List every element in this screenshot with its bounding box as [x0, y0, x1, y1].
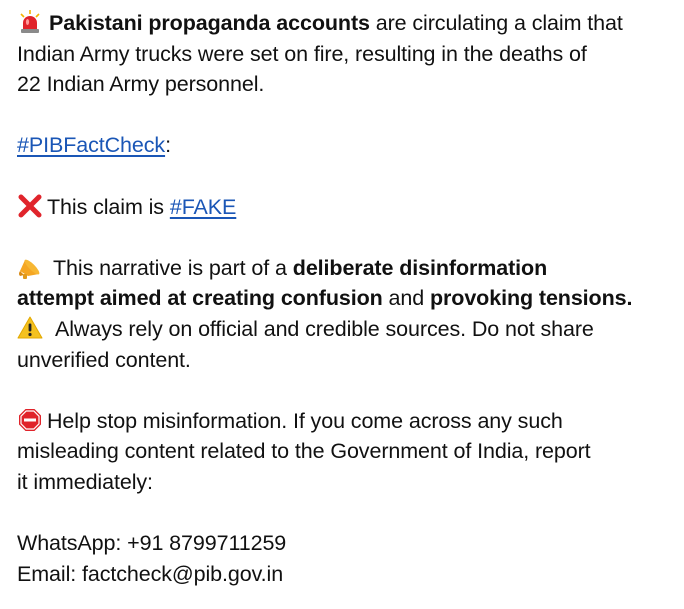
intro-line-3: 22 Indian Army personnel.: [17, 72, 265, 97]
narrative-and: and: [382, 286, 430, 311]
verdict-line: [17, 192, 677, 223]
factcheck-line: [17, 130, 677, 161]
intro-text: are circulating a claim that: [369, 11, 623, 35]
advice-line-1: [17, 314, 677, 345]
report-text-1: Help stop misinformation. If you come across any such: [47, 408, 563, 433]
spacer: [17, 498, 677, 529]
narrative-bold-3: provoking tensions.: [429, 286, 633, 311]
intro-line-2: Indian Army trucks were set on fire, resulting in the deaths of: [17, 41, 587, 66]
whatsapp-contact[interactable]: WhatsApp: +91 8799711259: [17, 531, 287, 556]
spacer: [17, 161, 677, 192]
fact-check-post: [17, 8, 677, 589]
intro-line-1: [17, 8, 677, 39]
hashtag-pibfactcheck-link[interactable]: #PIBFactCheck: [17, 133, 166, 158]
police-light-icon: [17, 9, 43, 35]
intro-bold: Pakistani propaganda accounts: [49, 11, 370, 35]
megaphone-icon: [17, 254, 43, 280]
narrative-text: This narrative is part of a: [53, 255, 293, 280]
spacer: [17, 100, 677, 131]
report-line-3: it immediately:: [17, 469, 153, 494]
cross-mark-icon: [17, 193, 43, 219]
warning-icon: [17, 315, 43, 341]
advice-text-1: Always rely on official and credible sources. Do not share: [55, 316, 594, 341]
hashtag-fake-link[interactable]: #FAKE: [169, 194, 237, 219]
report-line-2: misleading content related to the Government of India, report: [17, 439, 591, 464]
spacer: [17, 222, 677, 253]
narrative-line-1: [17, 253, 677, 284]
narrative-bold-1: deliberate disinformation: [292, 255, 548, 280]
factcheck-colon: :: [165, 133, 171, 158]
narrative-bold-2: attempt aimed at creating confusion: [17, 286, 383, 311]
spacer: [17, 375, 677, 406]
email-contact[interactable]: Email: factcheck@pib.gov.in: [17, 561, 284, 586]
verdict-text: This claim is: [47, 194, 170, 219]
narrative-line-2: [17, 283, 677, 314]
stop-sign-icon: [17, 407, 43, 433]
advice-line-2: unverified content.: [17, 347, 191, 372]
report-line-1: [17, 406, 677, 437]
